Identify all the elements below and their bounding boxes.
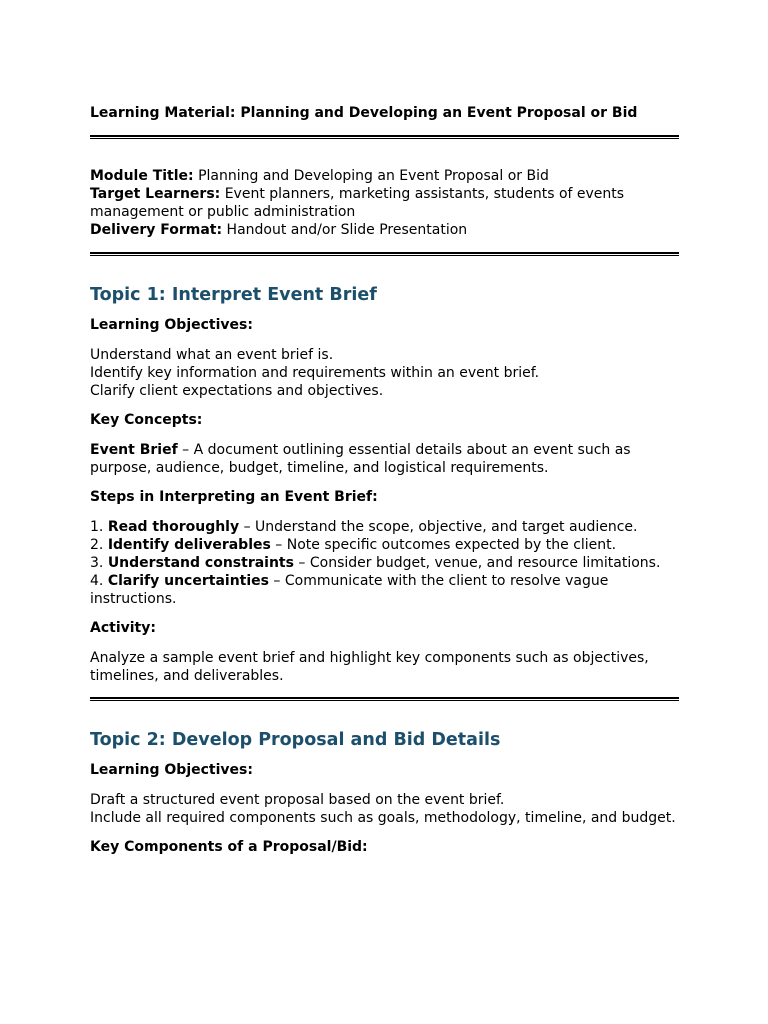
target-learners-value: Event planners, marketing assistants, students of events management or public administration — [90, 186, 625, 220]
step-number: 4. — [90, 573, 108, 589]
step-text: – Communicate with the client to resolve vague instructions. — [90, 573, 609, 607]
topic-1-objectives-list — [90, 346, 679, 400]
divider — [90, 697, 679, 701]
step-term: Clarify uncertainties — [107, 573, 269, 589]
step-text: – Consider budget, venue, and resource limitations. — [293, 555, 661, 571]
concept-text: – A document outlining essential details about an event such as purpose, audience, budget, timeline, and logistical requirements. — [90, 442, 631, 476]
concept-term: Event Brief — [90, 442, 178, 458]
topic-1-objectives-heading: Learning Objectives: — [90, 317, 253, 333]
step-item — [90, 554, 679, 572]
key-concepts-heading: Key Concepts: — [90, 412, 203, 428]
module-title-value: Planning and Developing an Event Proposal or Bid — [193, 168, 549, 184]
step-term: Understand constraints — [107, 555, 294, 571]
objective-item: Include all required components such as goals, methodology, timeline, and budget. — [90, 810, 676, 826]
target-learners-line — [90, 185, 679, 221]
step-text: – Understand the scope, objective, and target audience. — [239, 519, 638, 535]
steps-heading: Steps in Interpreting an Event Brief: — [90, 489, 378, 505]
topic-1-heading: Topic 1: Interpret Event Brief — [90, 285, 377, 305]
step-text: – Note specific outcomes expected by the client. — [270, 537, 617, 553]
step-term: Read thoroughly — [107, 519, 240, 535]
step-term: Identify deliverables — [107, 537, 271, 553]
module-title-label: Module Title: — [90, 168, 194, 184]
activity-text: Analyze a sample event brief and highlight key components such as objectives, timelines, and deliverables. — [90, 650, 649, 684]
objective-item: Identify key information and requirements within an event brief. — [90, 365, 540, 381]
steps-list — [90, 518, 679, 608]
step-item — [90, 536, 679, 554]
delivery-format-value: Handout and/or Slide Presentation — [222, 222, 468, 238]
objective-item: Understand what an event brief is. — [90, 347, 334, 363]
module-info — [90, 167, 679, 239]
topic-2-objectives-heading: Learning Objectives: — [90, 762, 253, 778]
step-number: 3. — [90, 555, 108, 571]
divider — [90, 135, 679, 139]
activity-heading: Activity: — [90, 620, 156, 636]
document-page — [90, 105, 679, 856]
objective-item: Draft a structured event proposal based on the event brief. — [90, 792, 505, 808]
document-title: Learning Material: Planning and Developing an Event Proposal or Bid — [90, 105, 638, 121]
topic-2-objectives-list — [90, 791, 679, 827]
key-components-heading: Key Components of a Proposal/Bid: — [90, 839, 368, 855]
module-title-line — [90, 167, 679, 185]
step-number: 2. — [90, 537, 108, 553]
target-learners-label: Target Learners: — [90, 186, 221, 202]
divider — [90, 252, 679, 256]
step-number: 1. — [90, 519, 108, 535]
delivery-format-line — [90, 221, 679, 239]
topic-2-heading: Topic 2: Develop Proposal and Bid Details — [90, 730, 501, 750]
objective-item: Clarify client expectations and objectives. — [90, 383, 384, 399]
step-item — [90, 572, 679, 608]
delivery-format-label: Delivery Format: — [90, 222, 223, 238]
step-item — [90, 518, 679, 536]
event-brief-definition — [90, 441, 679, 477]
